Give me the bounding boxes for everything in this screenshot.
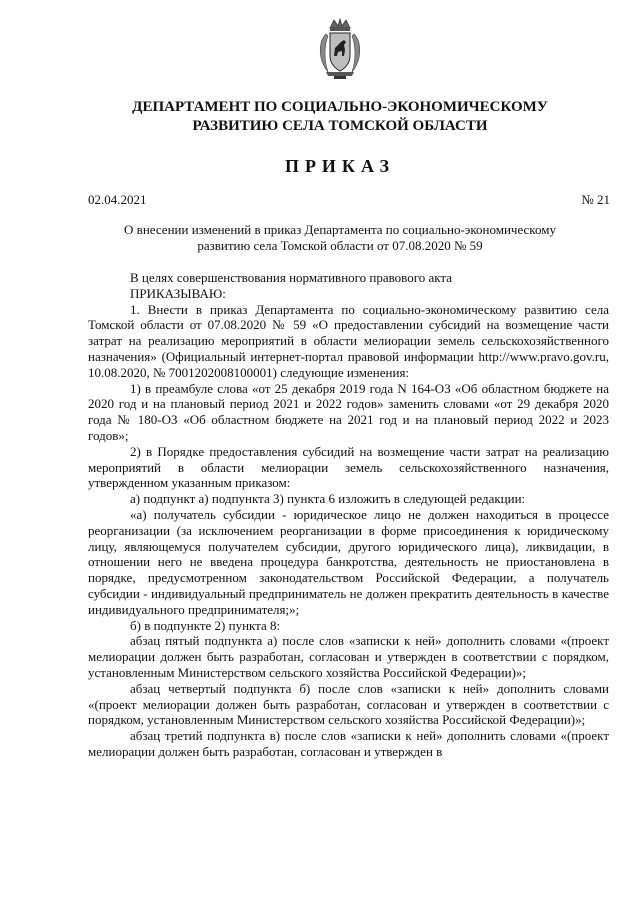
body-paragraph: 2) в Порядке предоставления субсидий на возмещение части затрат на реализацию мероприятий в области мелиорации земель сельскохозяйственного назначения, утвержденном указанным приказом: xyxy=(88,443,609,491)
coat-of-arms-icon xyxy=(316,18,364,80)
body-paragraph: а) подпункт а) подпункта 3) пункта 6 изложить в следующей редакции: xyxy=(130,491,526,507)
department-name-line-2: РАЗВИТИЮ СЕЛА ТОМСКОЙ ОБЛАСТИ xyxy=(192,118,488,134)
body-paragraph: абзац четвертый подпункта б) после слов «записки к ней» дополнить словами «(проект мелиорации должен быть разработан, согласован и утвержден в соответствии с порядком, установленным Министерством сельского хозяйства Российской Федерации)»; xyxy=(88,680,609,728)
body-paragraph: В целях совершенствования нормативного правового акта xyxy=(130,270,453,285)
department-name-line-1: ДЕПАРТАМЕНТ ПО СОЦИАЛЬНО-ЭКОНОМИЧЕСКОМУ xyxy=(132,99,548,115)
subject-line-1: О внесении изменений в приказ Департамента по социально-экономическому xyxy=(124,222,556,237)
document-subject xyxy=(100,222,580,254)
document-body xyxy=(88,270,609,760)
subject-line-2: развитию села Томской области от 07.08.2020 № 59 xyxy=(197,238,483,253)
department-name xyxy=(60,98,620,136)
body-paragraph: «а) получатель субсидии - юридическое лицо не должен находиться в процессе реорганизации (за исключением реорганизации в форме присоединения к юридическому лицу, являющемуся получателем субсидии, другого юридического лица), ликвидации, в отношении него не введена процедура банкротства, деятельность не приостановлена в порядке, предусмотренном законодательством Российской Федерации, а получатель субсидии - индивидуальный предприниматель не должен прекратить деятельность в качестве индивидуального предпринимателя;»; xyxy=(88,506,609,617)
body-paragraph: 1) в преамбуле слова «от 25 декабря 2019 года N 164-ОЗ «Об областном бюджете на 2020 год и на плановый период 2021 и 2022 годов» заменить словами «от 29 декабря 2020 года № 180-ОЗ «Об областном бюджете на 2021 год и на плановый период 2022 и 2023 годов»; xyxy=(88,380,609,443)
document-number: № 21 xyxy=(581,192,610,207)
document-date: 02.04.2021 xyxy=(88,192,147,207)
body-paragraph: б) в подпункте 2) пункта 8: xyxy=(130,617,281,633)
body-paragraph: ПРИКАЗЫВАЮ: xyxy=(130,285,226,301)
body-paragraph: абзац третий подпункта в) после слов «записки к ней» дополнить словами «(проект мелиорации должен быть разработан, согласован и утвержден в xyxy=(88,728,609,759)
document-title: ПРИКАЗ xyxy=(284,156,396,176)
body-paragraph: 1. Внести в приказ Департамента по социально-экономическому развитию села Томской области от 07.08.2020 № 59 «О предоставлении субсидий на возмещение части затрат на реализацию мероприятий в области мелиорации земель сельскохозяйственного назначения» (Официальный интернет-портал правовой информации http://www.pravo.gov.ru, 10.08.2020, № 7001202008100001) следующие изменения: xyxy=(88,301,609,380)
body-paragraph: абзац пятый подпункта а) после слов «записки к ней» дополнить словами «(проект мелиорации должен быть разработан, согласован и утвержден в соответствии с порядком, установленным Министерством сельского хозяйства Российской Федерации)»; xyxy=(88,633,609,680)
